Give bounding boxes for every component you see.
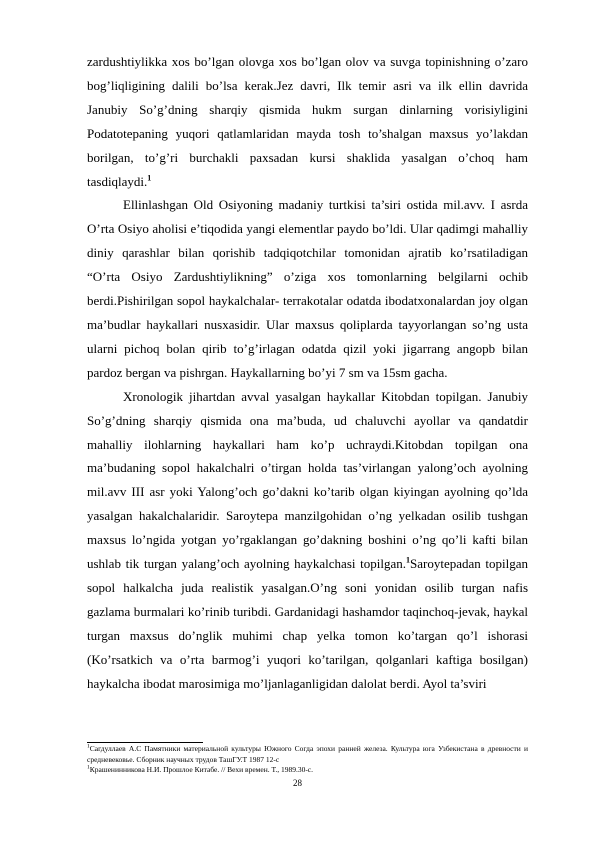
- footnote-1-ref: 1: [87, 743, 90, 750]
- footnote-ref-1: 1: [147, 173, 152, 183]
- paragraph-1-text: zardushtiylikka xos bo’lgan olovga xos bo’lgan olov va suvga topinishning o’zaro bog’liqligining dalili bo’lsa kerak.Jez davri, Ilk temir asri va ilk ellin davrida Janubiy So’g’dning sharqiy qismida hukm surgan dinlarning vorisiyligini Podatotepaning yuqori qatlamlaridan mayda tosh to’shalgan maxsus yo’lakdan borilgan, to’g’ri burchakli paxsadan kursi shaklida yasalgan o’choq ham tasdiqlaydi.: [87, 54, 528, 189]
- paragraph-3-text-a: Xronologik jihartdan avval yasalgan haykallar Kitobdan topilgan. Janubiy So’g’dning sharqiy qismida ona ma’buda, ud chaluvchi ayollar va qandatdir mahalliy ilohlarning haykallari ham ko’p uchraydi.Kitobdan topilgan ona ma’budaning sopol hakalchalri o’tirgan holda tas’virlangan yalong’och ayolning mil.avv III asr yoki Yalong’och go’dakni ko’tarib olgan kiyingan ayolning qo’lda yasalgan hakalchalaridir. Saroytepa manzilgohidan o’ng yelkadan osilib tushgan maxsus lo’ngida yotgan yo’rgaklangan go’dakning boshini o’ng qo’li kafti bilan ushlab tik turgan yalang’och ayolning haykalchasi topilgan.: [87, 388, 528, 572]
- page-number: 28: [293, 778, 302, 788]
- footnotes: [87, 744, 528, 776]
- body-text: [87, 50, 528, 695]
- paragraph-3-text-b: Saroytepadan topilgan sopol halkalcha juda realistik yasalgan.O’ng soni yonidan osilib turgan nafis gazlama burmalari ko’rinib turibdi. Gardanidagi hashamdor taqinchoq-jevak, haykal turgan maxsus do’nglik muhimi chap yelka tomon ko’targan qo’l ishorasi (Ko’rsatkich va o’rta barmog’i yuqori ko’tarilgan, qolganlari kaftiga bosilgan) haykalcha ibodat marosimiga mo’ljanlaganligidan dalolat berdi. Ayol ta’sviri: [87, 556, 529, 691]
- footnote-separator: [87, 742, 203, 743]
- footnote-2-ref: 1: [87, 764, 90, 771]
- paragraph-3: [87, 385, 528, 696]
- footnote-ref-2: 1: [406, 555, 410, 565]
- footnote-2-text: Крашенинникова Н.И. Прошлое Китабе. // Вехи времен. Т., 1989.30-с.: [89, 765, 314, 774]
- footnote-1-text: Сагдуллаев А.С Памятники материальной культуры Южного Согда эпохи ранней железа. Культура юга Узбекистана в древности и средневековье. Сборник научных трудов ТашГУ.Т 1987 12-с: [87, 744, 528, 764]
- paragraph-2: Ellinlashgan Old Osiyoning madaniy turtkisi ta’siri ostida mil.avv. I asrda O’rta Osiyo aholisi e’tiqodida yangi elementlar paydo bo’ldi. Ular qadimgi mahalliy diniy qarashlar bilan qorishib tadqiqotchilar tomonidan ajratib ko’rsatiladigan “O’rta Osiyo Zardushtiylikning” o’ziga xos tomonlarning belgilarni ochib berdi.Pishirilgan sopol haykalchalar- terrakotalar odatda ibodatxonalardan joy olgan ma’budlar haykallari nusxasidir. Ular maxsus qoliplarda tayyorlangan so’ng usta ularni pichoq bolan qirib to’g’irlagan odatda qizil yoki jigarrang angopb bilan pardoz bergan va pishrgan. Haykallarning bo’yi 7 sm va 15sm gacha.: [87, 197, 528, 380]
- paragraph-1: [87, 50, 528, 193]
- footnote-1: [87, 744, 528, 765]
- footnote-2: [87, 765, 528, 776]
